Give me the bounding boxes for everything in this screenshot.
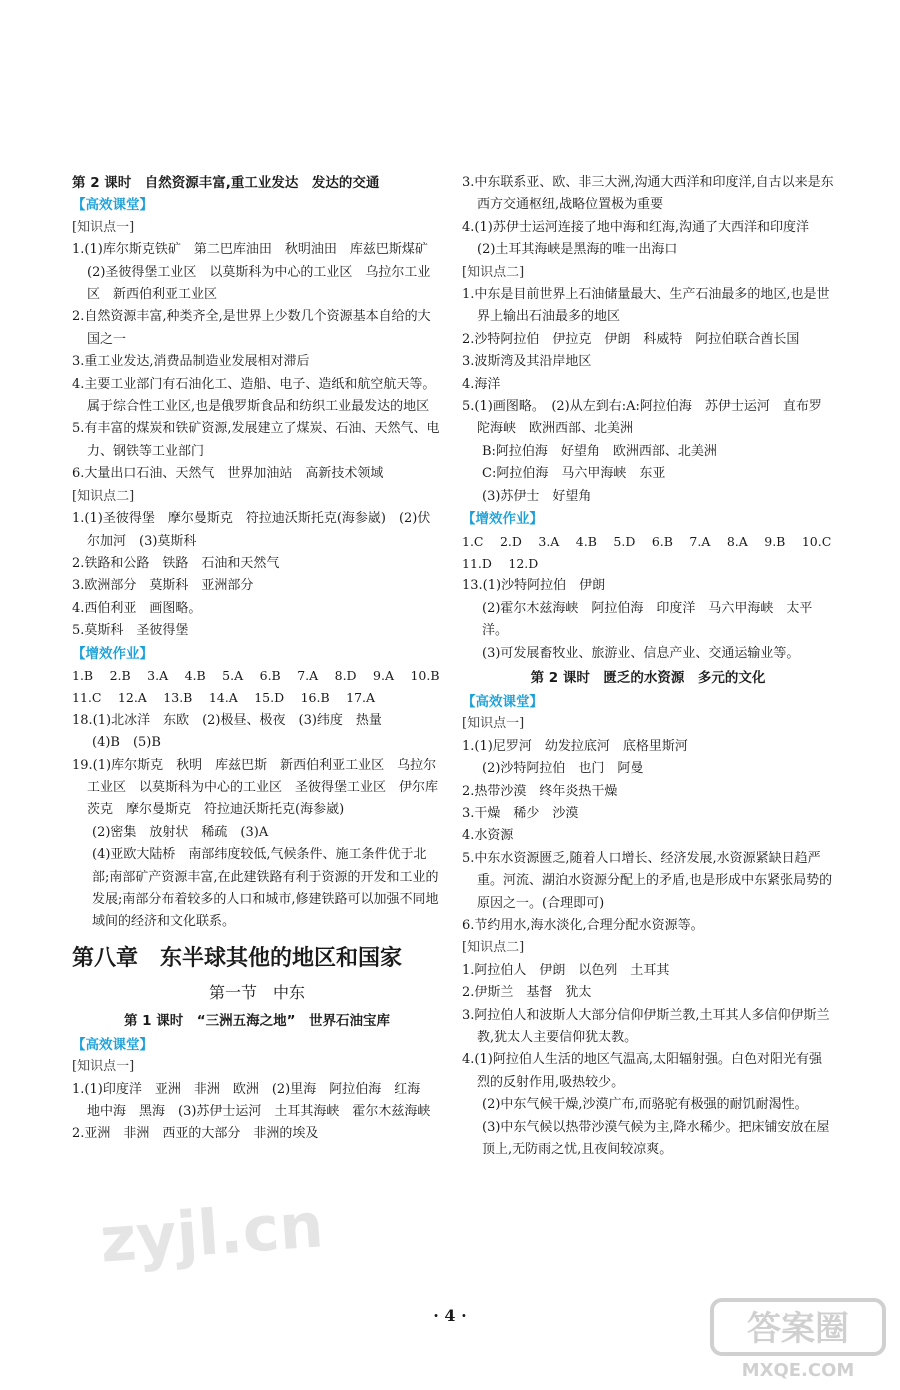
answer-item: 1.(1)库尔斯克铁矿 第二巴库油田 秋明油田 库兹巴斯煤矿 (2)圣彼得堡工业区 以莫斯科为中心的工业区 乌拉尔工业区 新西伯利亚工业区	[72, 242, 441, 303]
answer-subitem: (3)中东气候以热带沙漠气候为主,降水稀少。把床铺安放在屋顶上,无防雨之忧,且夜间较凉爽。	[482, 1119, 830, 1158]
answer-item: 2.热带沙漠 终年炎热干燥	[462, 783, 618, 799]
chapter-title: 第八章 东半球其他的地区和国家	[72, 944, 403, 971]
answer-item: 2.伊斯兰 基督 犹太	[462, 985, 592, 1001]
answer-subitem: (2)中东气候干燥,沙漠广布,而骆驼有极强的耐饥耐渴性。	[482, 1097, 808, 1113]
answer-item: 4.西伯利亚 画图略。	[72, 600, 202, 616]
answer-item: 1.(1)印度洋 亚洲 非洲 欧洲 (2)里海 阿拉伯海 红海 地中海 黑海 (3)苏伊士运河 土耳其海峡 霍尔木兹海峡	[72, 1081, 434, 1120]
answer-item: 3.干燥 稀少 沙漠	[462, 805, 579, 821]
svg-text:MXQE.COM: MXQE.COM	[741, 1360, 855, 1380]
answer-subitem: (2)霍尔木兹海峡 阿拉伯海 印度洋 马六甲海峡 太平洋。	[482, 600, 813, 639]
answer-item: 5.莫斯科 圣彼得堡	[72, 623, 189, 639]
section-label: 【增效作业】	[462, 511, 543, 528]
answer-item: 4.水资源	[462, 828, 514, 844]
answer-subitem: C:阿拉伯海 马六甲海峡 东亚	[482, 466, 666, 482]
answer-item: 1.(1)圣彼得堡 摩尔曼斯克 符拉迪沃斯托克(海参崴) (2)伏尔加河 (3)莫斯科	[72, 511, 431, 549]
answer-item: 4.主要工业部门有石油化工、造船、电子、造纸和航空航天等。属于综合性工业区,也是俄罗斯食品和纺织工业最发达的地区	[72, 376, 436, 415]
answer-subitem: (4)亚欧大陆桥 南部纬度较低,气候条件、施工条件优于北部;南部矿产资源丰富,在此建铁路有利于资源的开发和工业的发展;南部分布着较多的人口和城市,修建铁路可以加强不同地域间的经济和文化联系。	[92, 847, 439, 930]
left-column	[72, 172, 442, 1146]
section-label: 【高效课堂】	[462, 693, 543, 710]
answer-item: 2.亚洲 非洲 西亚的大部分 非洲的埃及	[72, 1126, 319, 1142]
answer-item: 19.(1)库尔斯克 秋明 库兹巴斯 新西伯利亚工业区 乌拉尔工业区 以莫斯科为中心的工业区 圣彼得堡工业区 伊尔库茨克 摩尔曼斯克 符拉迪沃斯托克(海参崴)	[72, 757, 439, 818]
knowledge-point-label: [知识点二]	[462, 940, 525, 956]
answer-item: 13.(1)沙特阿拉伯 伊朗	[462, 578, 606, 594]
section-label: 【增效作业】	[72, 645, 153, 662]
lesson-title: 第 2 课时 自然资源丰富,重工业发达 发达的交通	[72, 175, 380, 191]
knowledge-point-label: [知识点一]	[462, 716, 525, 732]
answer-item: 6.节约用水,海水淡化,合理分配水资源等。	[462, 918, 704, 933]
answer-subitem: B:阿拉伯海 好望角 欧洲西部、北美洲	[482, 443, 717, 459]
answer-item: 4.(1)阿拉伯人生活的地区气温高,太阳辐射强。白色对阳光有强烈的反射作用,吸热较少。	[462, 1052, 822, 1090]
lesson-title: 第 2 课时 匮乏的水资源 多元的文化	[530, 669, 766, 686]
knowledge-point-label: [知识点二]	[72, 488, 135, 504]
answer-subitem: (4)B (5)B	[92, 735, 161, 751]
page-number: · 4 ·	[433, 1306, 467, 1325]
answer-item: 3.中东联系亚、欧、非三大洲,沟通大西洋和印度洋,自古以来是东西方交通枢纽,战略位置极为重要	[462, 175, 834, 213]
answer-item: 1.(1)尼罗河 幼发拉底河 底格里斯河	[462, 738, 688, 754]
knowledge-point-label: [知识点二]	[462, 264, 525, 280]
choice-answers: 11.C 12.A 13.B 14.A 15.D 16.B 17.A	[72, 690, 376, 706]
answer-subitem: (2)密集 放射状 稀疏 (3)A	[92, 824, 269, 840]
answer-item: 2.沙特阿拉伯 伊拉克 伊朗 科威特 阿拉伯联合酋长国	[462, 331, 800, 347]
svg-text:答案圈: 答案圈	[747, 1309, 849, 1349]
answer-item: 2.铁路和公路 铁路 石油和天然气	[72, 555, 280, 571]
answer-item: 18.(1)北冰洋 东欧 (2)极昼、极夜 (3)纬度 热量	[72, 712, 382, 728]
section-title: 第一节 中东	[208, 982, 305, 1002]
watermark: zyjl.cn	[97, 1188, 326, 1277]
answer-item: 3.重工业发达,消费品制造业发展相对滞后	[72, 354, 310, 370]
answer-subitem: (3)可发展畜牧业、旅游业、信息产业、交通运输业等。	[482, 645, 800, 661]
answer-item: 4.(1)苏伊士运河连接了地中海和红海,沟通了大西洋和印度洋 (2)土耳其海峡是黑海的唯一出海口	[462, 219, 822, 258]
knowledge-point-label: [知识点一]	[72, 1059, 135, 1075]
answer-item: 1.中东是目前世界上石油储量最大、生产石油最多的地区,也是世界上输出石油最多的地区	[462, 287, 830, 325]
choice-answers: 1.B 2.B 3.A 4.B 5.A 6.B 7.A 8.D 9.A 10.B	[72, 667, 440, 683]
lesson-title: 第 1 课时 “三洲五海之地” 世界石油宝库	[123, 1012, 391, 1029]
answer-item: 3.波斯湾及其沿岸地区	[462, 354, 592, 370]
answer-item: 6.大量出口石油、天然气 世界加油站 高新技术领域	[72, 466, 384, 482]
answer-item: 5.(1)画图略。 (2)从左到右:A:阿拉伯海 苏伊士运河 直布罗陀海峡 欧洲西部、北美洲	[462, 399, 822, 437]
answer-subitem: (2)沙特阿拉伯 也门 阿曼	[482, 761, 644, 777]
answer-subitem: (3)苏伊士 好望角	[482, 488, 592, 504]
answer-item: 3.欧洲部分 莫斯科 亚洲部分	[72, 578, 254, 594]
answer-item: 5.有丰富的煤炭和铁矿资源,发展建立了煤炭、石油、天然气、电力、钢铁等工业部门	[72, 421, 440, 459]
answer-item: 1.阿拉伯人 伊朗 以色列 土耳其	[462, 962, 670, 978]
knowledge-point-label: [知识点一]	[72, 219, 135, 235]
answer-item: 2.自然资源丰富,种类齐全,是世界上少数几个资源基本自给的大国之一	[72, 309, 431, 347]
answer-item: 5.中东水资源匮乏,随着人口增长、经济发展,水资源紧缺日趋严重。河流、湖泊水资源分配上的矛盾,也是形成中东紧张局势的原因之一。(合理即可)	[462, 850, 833, 911]
answer-item: 4.海洋	[462, 376, 501, 392]
choice-answers: 11.D 12.D	[462, 555, 539, 571]
right-column	[462, 172, 834, 1161]
section-label: 【高效课堂】	[72, 1036, 153, 1053]
section-label: 【高效课堂】	[72, 197, 153, 214]
choice-answers: 1.C 2.D 3.A 4.B 5.D 6.B 7.A 8.A 9.B 10.C	[462, 533, 832, 549]
watermark-logo	[708, 1296, 888, 1380]
answer-item: 3.阿拉伯人和波斯人大部分信仰伊斯兰教,土耳其人多信仰伊斯兰教,犹太人主要信仰犹太教。	[462, 1007, 830, 1046]
